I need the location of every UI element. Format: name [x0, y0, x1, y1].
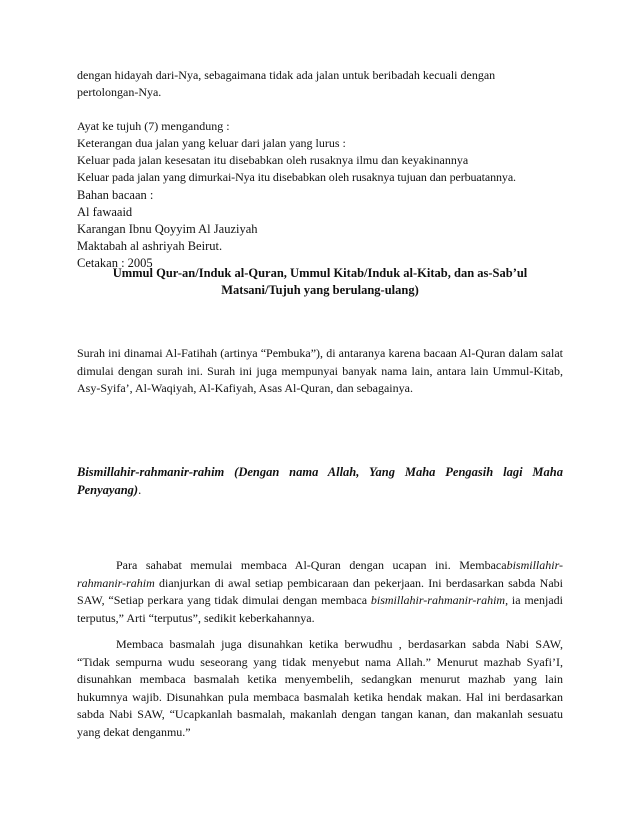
verse-seven-line: Keluar pada jalan kesesatan itu disebabkan oleh rusaknya ilmu dan keyakinannya [77, 153, 469, 167]
reference-section [77, 187, 563, 272]
basmalah-heading [77, 464, 563, 499]
basmalah-heading-text: Bismillahir-rahmanir-rahim (Dengan nama Allah, Yang Maha Pengasih lagi Maha Penyayang) [77, 465, 563, 497]
reference-line: Al fawaaid [77, 205, 133, 219]
intro-line-1: dengan hidayah dari-Nya, sebagaimana tidak ada jalan untuk beribadah kecuali dengan [77, 68, 496, 82]
intro-line-2: pertolongan-Nya. [77, 85, 162, 99]
section-heading-line-2: Matsani/Tujuh yang berulang-ulang) [221, 283, 419, 297]
wudhu-paragraph: Membaca basmalah juga disunahkan ketika berwudhu , berdasarkan sabda Nabi SAW, “Tidak sempurna wudu seseorang yang tidak menyebut nama Allah.” Menurut mazhab Syafi’I, disunahkan membaca basmalah ketika menyembelih, sedangkan menurut mazhab yang lain hukumnya wajib. Disunahkan pula membaca basmalah ketika hendak makan. Hal ini berdasarkan sabda Nabi SAW, “Ucapkanlah basmalah, makanlah dengan tangan kanan, dan makanlah sesuatu yang dekat denganmu.” [77, 637, 563, 739]
sahabat-text-1: Para sahabat memulai membaca Al-Quran dengan ucapan ini. Membaca [116, 558, 507, 572]
reference-line: Maktabah al ashriyah Beirut. [77, 239, 223, 253]
sahabat-italic-2: bismillahir-rahmanir-rahim [370, 593, 506, 607]
sahabat-text-3: , ia menjadi terputus,” Arti “terputus”, sedikit keberkahannya. [77, 593, 563, 625]
sahabat-text-2: dianjurkan di awal setiap pembicaraan dan pekerjaan. Ini berdasarkan sabda Nabi SAW, “Setiap perkara yang tidak dimulai dengan membaca [77, 575, 563, 607]
sahabat-paragraph [77, 557, 563, 627]
surah-paragraph: Surah ini dinamai Al-Fatihah (artinya “Pembuka”), di antaranya karena bacaan Al-Quran dalam salat dimulai dengan surah ini. Surah ini juga mempunyai banyak nama lain, antara lain Ummul-Kitab, Asy-Syifa’, Al-Waqiyah, Al-Kafiyah, Asas Al-Quran, dan sebagainya. [77, 346, 563, 395]
sahabat-italic-1: bismillahir-rahmanir-rahim [77, 558, 563, 590]
reference-line: Bahan bacaan : [77, 188, 154, 202]
verse-seven-line: Keterangan dua jalan yang keluar dari jalan yang lurus : [77, 136, 346, 150]
verse-seven-title: Ayat ke tujuh (7) mengandung : [77, 119, 230, 133]
verse-seven-section [77, 118, 563, 186]
verse-seven-line: Keluar pada jalan yang dimurkai-Nya itu disebabkan oleh rusaknya tujuan dan perbuatannya. [77, 170, 516, 184]
section-heading [77, 265, 563, 299]
intro-paragraph [77, 67, 563, 101]
reference-line: Cetakan : 2005 [77, 256, 153, 270]
basmalah-heading-period: . [138, 482, 142, 497]
reference-line: Karangan Ibnu Qoyyim Al Jauziyah [77, 222, 258, 236]
section-heading-line-1: Ummul Qur-an/Induk al-Quran, Ummul Kitab/Induk al-Kitab, dan as-Sab’ul [112, 266, 528, 280]
